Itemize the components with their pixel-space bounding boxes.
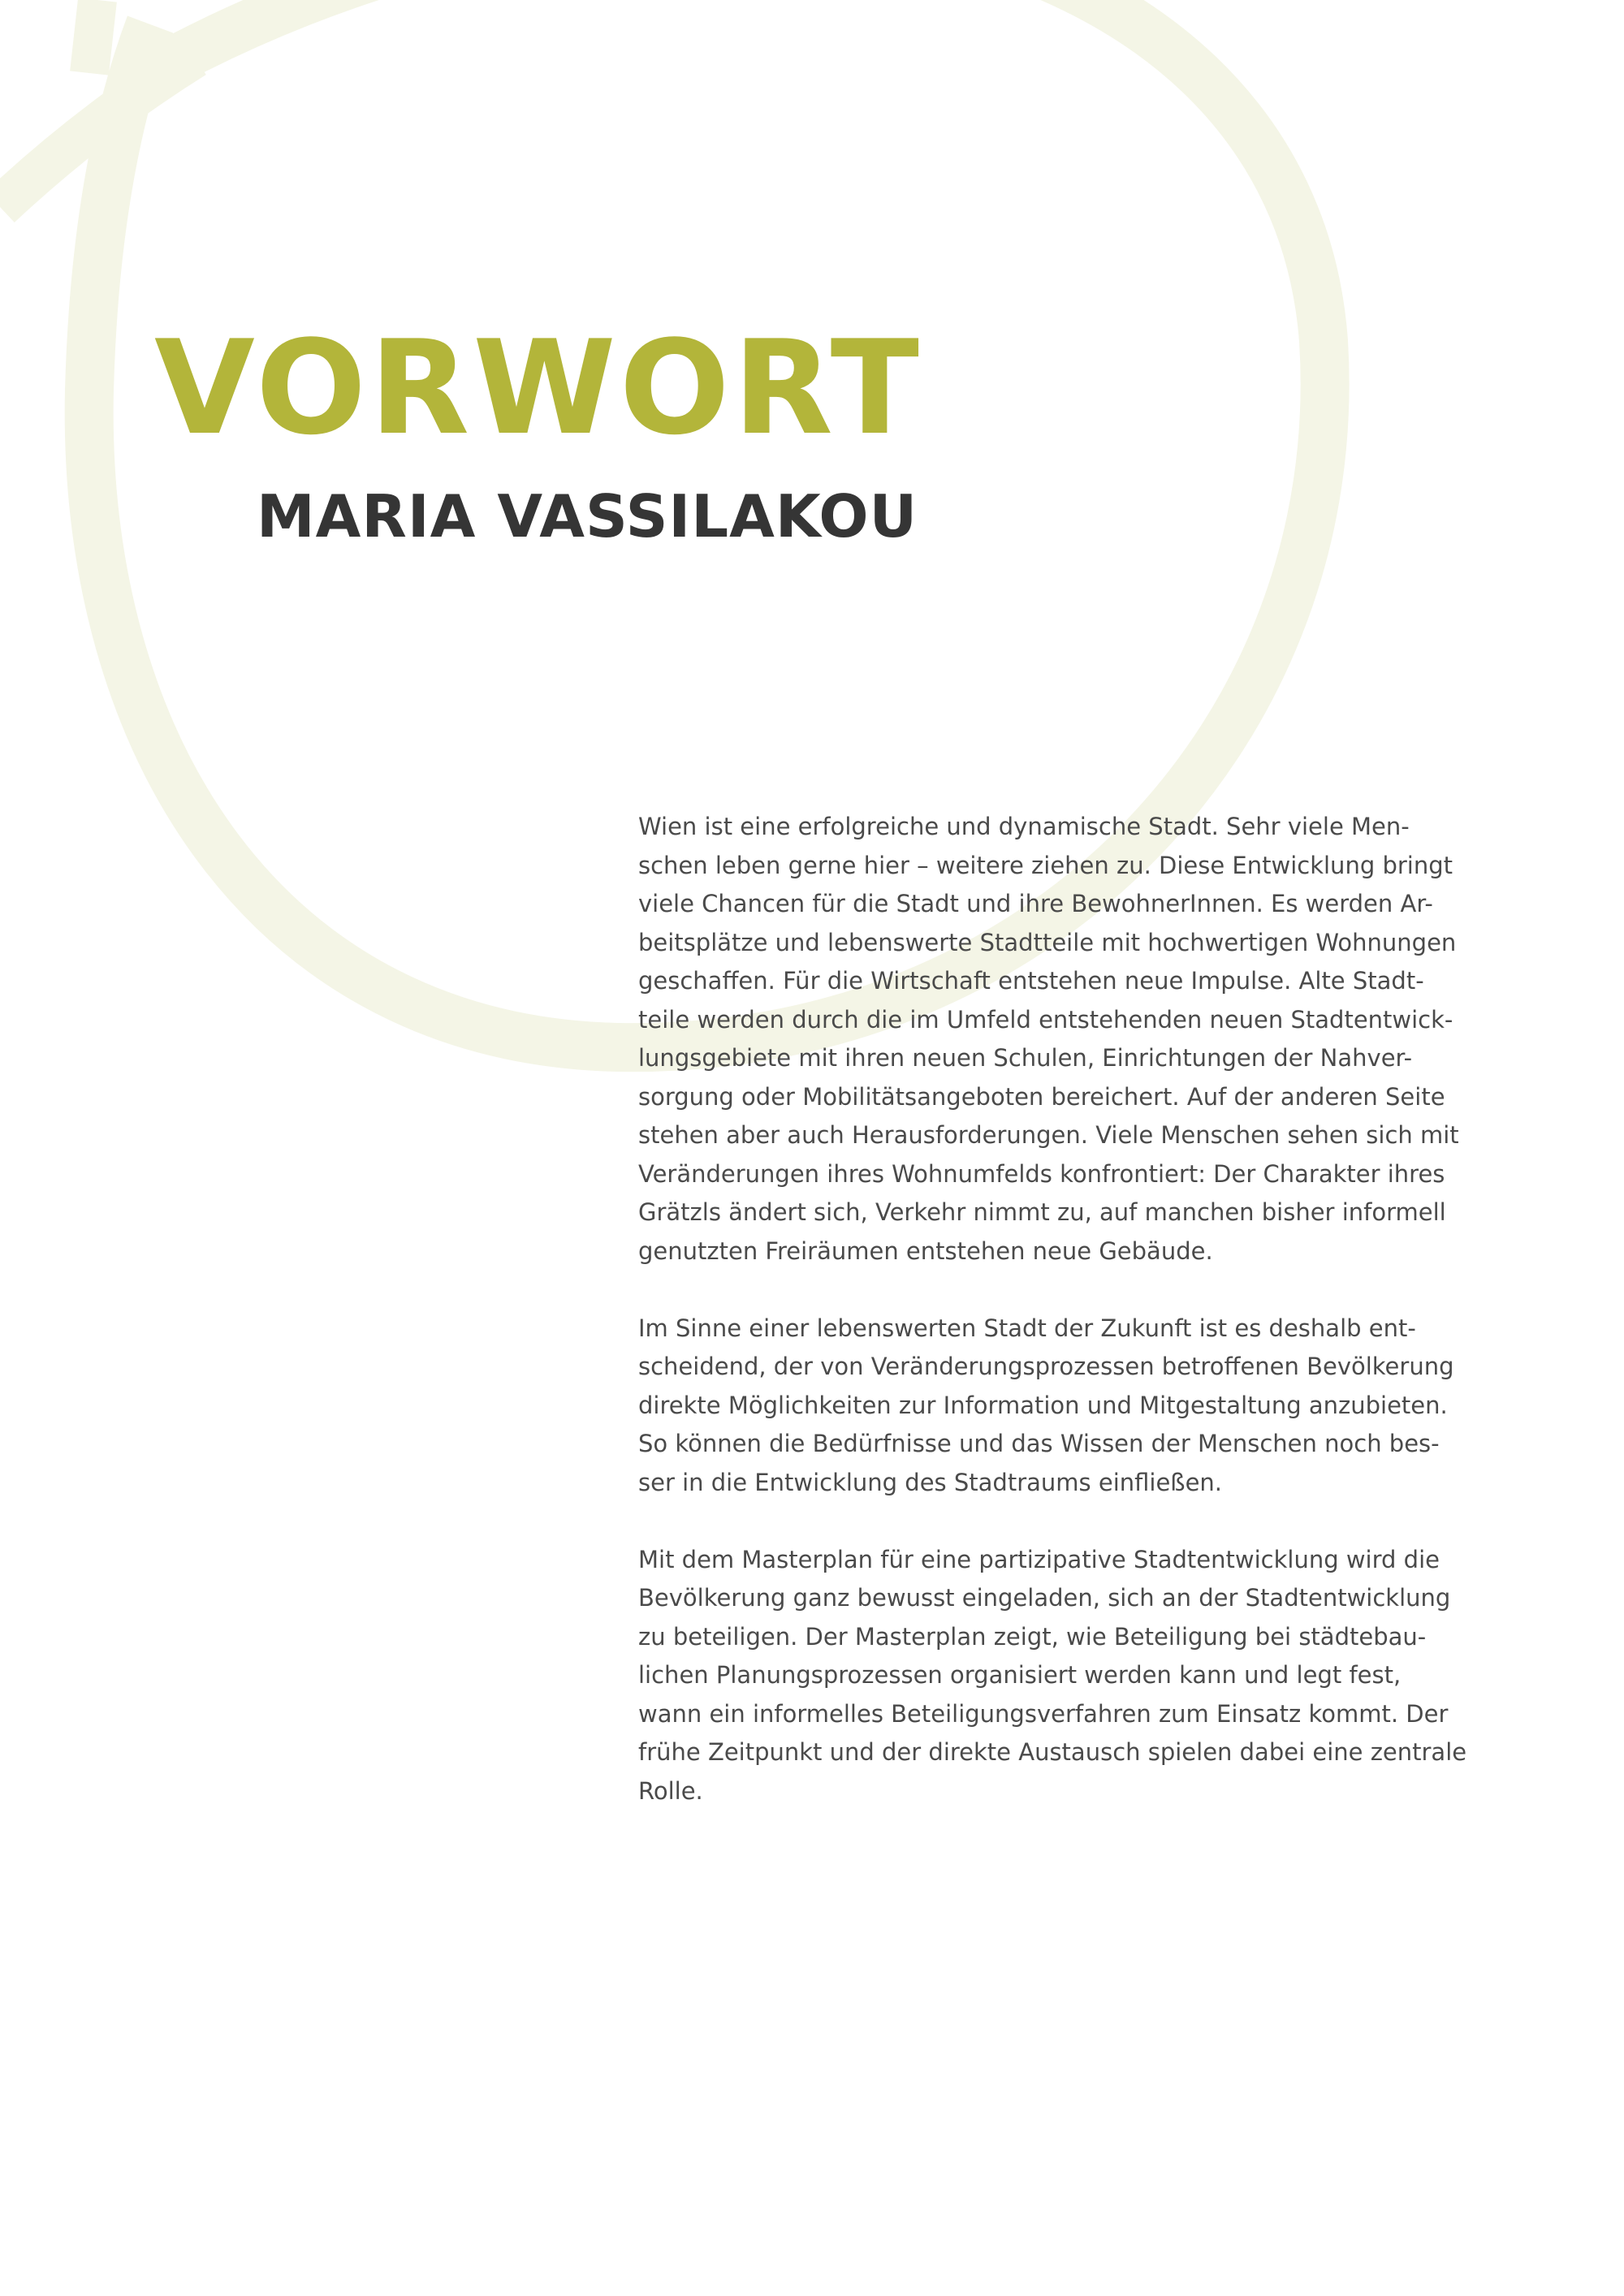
text-line: zu beteiligen. Der Masterplan zeigt, wie Beteiligung bei städtebau- bbox=[638, 1622, 1427, 1651]
paragraph bbox=[638, 1541, 1499, 1811]
text-line: viele Chancen für die Stadt und ihre BewohnerInnen. Es werden Ar- bbox=[638, 890, 1433, 917]
text-line: Im Sinne einer lebenswerten Stadt der Zukunft ist es deshalb ent- bbox=[638, 1314, 1416, 1342]
text-line: Bevölkerung ganz bewusst eingeladen, sich an der Stadtentwicklung bbox=[638, 1584, 1451, 1612]
text-line: Veränderungen ihres Wohnumfelds konfrontiert: Der Charakter ihres bbox=[638, 1159, 1445, 1188]
text-line: beitsplätze und lebenswerte Stadtteile mit hochwertigen Wohnungen bbox=[638, 928, 1457, 956]
foreword-text bbox=[638, 808, 1499, 1810]
text-line: scheidend, der von Veränderungsprozessen betroffenen Bevölkerung bbox=[638, 1353, 1454, 1380]
text-line: Wien ist eine erfolgreiche und dynamische Stadt. Sehr viele Men- bbox=[638, 813, 1410, 840]
text-line: frühe Zeitpunkt und der direkte Austausch spielen dabei eine zentrale bbox=[638, 1738, 1467, 1766]
text-line: So können die Bedürfnisse und das Wissen der Menschen noch bes- bbox=[638, 1430, 1440, 1457]
text-line: ser in die Entwicklung des Stadtraums einfließen. bbox=[638, 1468, 1223, 1496]
paragraph-gap bbox=[638, 1271, 1499, 1310]
text-line: wann ein informelles Beteiligungsverfahren zum Einsatz kommt. Der bbox=[638, 1699, 1449, 1728]
text-line: teile werden durch die im Umfeld entstehenden neuen Stadtentwick- bbox=[638, 1005, 1453, 1034]
text-line: Rolle. bbox=[638, 1776, 703, 1805]
text-line: Mit dem Masterplan für eine partizipative Stadtentwicklung wird die bbox=[638, 1545, 1440, 1573]
page-title: VORWORT bbox=[154, 312, 922, 464]
text-line: genutzten Freiräumen entstehen neue Gebäude. bbox=[638, 1236, 1213, 1265]
ring-top-stroke bbox=[89, 0, 97, 73]
text-line: stehen aber auch Herausforderungen. Viele Menschen sehen sich mit bbox=[638, 1121, 1459, 1149]
text-line: Grätzls ändert sich, Verkehr nimmt zu, auf manchen bisher informell bbox=[638, 1198, 1446, 1226]
text-line: lungsgebiete mit ihren neuen Schulen, Einrichtungen der Nahver- bbox=[638, 1044, 1413, 1072]
text-line: schen leben gerne hier – weitere ziehen zu. Diese Entwicklung bringt bbox=[638, 851, 1453, 879]
text-line: sorgung oder Mobilitätsangeboten bereichert. Auf der anderen Seite bbox=[638, 1082, 1445, 1111]
author-name: MARIA VASSILAKOU bbox=[257, 482, 918, 550]
paragraph bbox=[638, 1310, 1499, 1503]
text-line: lichen Planungsprozessen organisiert werden kann und legt fest, bbox=[638, 1661, 1402, 1689]
paragraph bbox=[638, 808, 1499, 1271]
text-line: direkte Möglichkeiten zur Information und Mitgestaltung anzubieten. bbox=[638, 1391, 1448, 1419]
text-line: geschaffen. Für die Wirtschaft entstehen neue Impulse. Alte Stadt- bbox=[638, 967, 1424, 995]
paragraph-gap bbox=[638, 1502, 1499, 1541]
